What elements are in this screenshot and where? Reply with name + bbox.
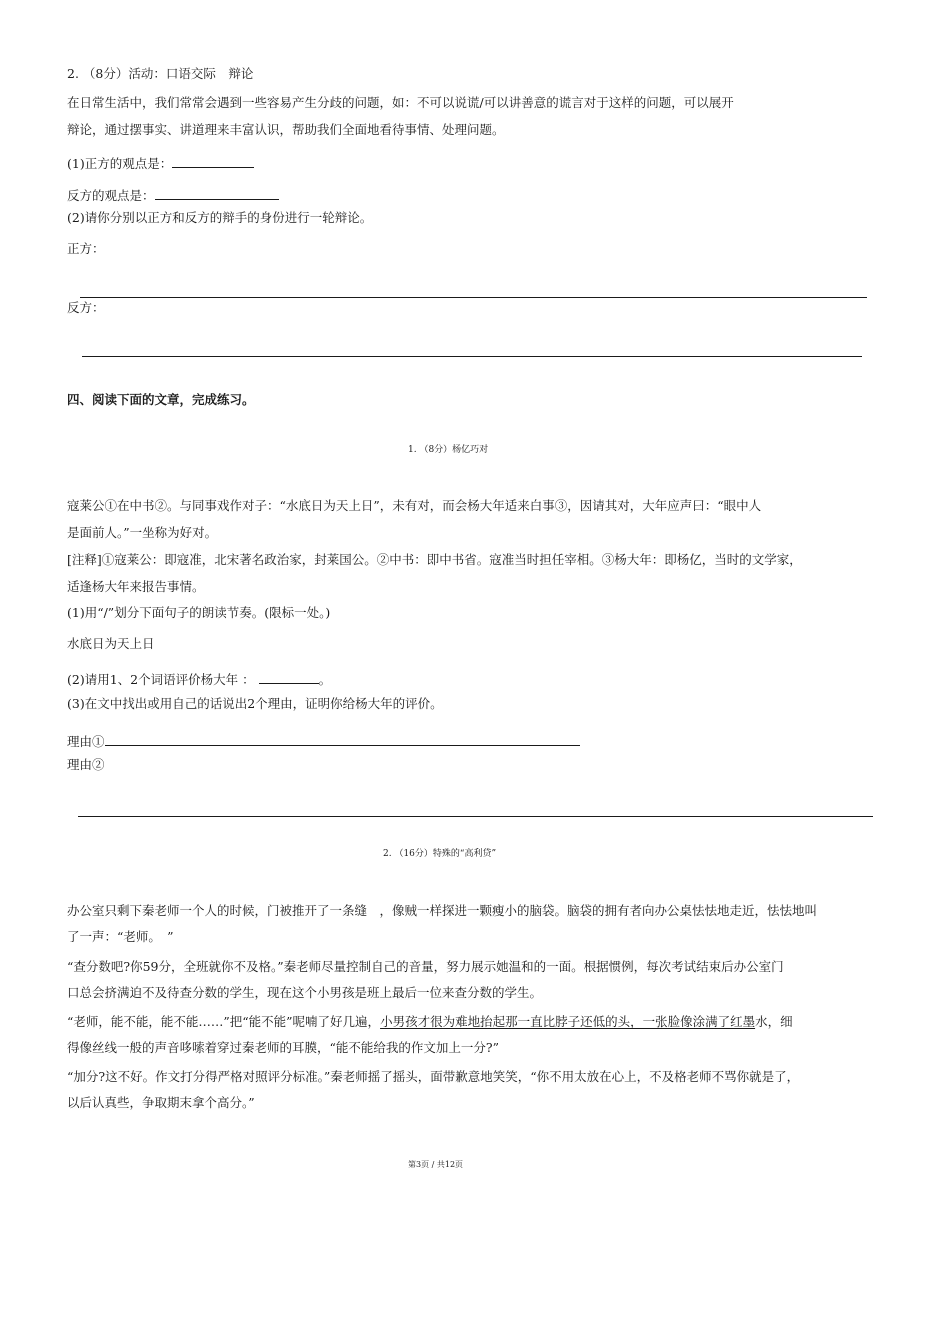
story-p3-line1-a: “老师，能不能，能不能……”把“能不能”呢喃了好几遍， xyxy=(67,1014,381,1029)
yang-q3: (3)在文中找出或用自己的话说出2个理由，证明你给杨大年的评价。 xyxy=(67,696,443,711)
story-p3-line1 xyxy=(67,1016,793,1029)
pro-label: 正方： xyxy=(67,241,105,256)
story-p3-line1-b: 水，细 xyxy=(755,1014,793,1029)
yang-note-line1: [注释]①寇莱公：即寇准，北宋著名政治家，封莱国公。②中书：即中书省。寇准当时担任宰相。③杨大年：即杨亿，当时的文学家， xyxy=(67,552,802,567)
yang-text-line2: 是面前人。”一坐称为好对。 xyxy=(67,525,218,540)
story-p3-line2: 得像丝线一般的声音哆嗦着穿过秦老师的耳膜，“能不能给我的作文加上一分?” xyxy=(67,1040,499,1055)
con-view-label: 反方的观点是： xyxy=(67,188,155,203)
debate-prompt: (2)请你分别以正方和反方的辩手的身份进行一轮辩论。 xyxy=(67,210,373,225)
q2-intro-line2: 辩论，通过摆事实、讲道理来丰富认识，帮助我们全面地看待事情、处理问题。 xyxy=(67,122,505,137)
reason1-row xyxy=(67,733,580,749)
con-view-blank[interactable] xyxy=(155,187,279,200)
pro-view-blank[interactable] xyxy=(172,155,254,168)
story-p3-underlined: 小男孩才很为难地抬起那一直比脖子还低的头，一张脸像涂满了红墨 xyxy=(380,1014,756,1029)
story-p4-line2: 以后认真些，争取期末拿个高分。” xyxy=(67,1095,255,1110)
yang-text-line1: 寇莱公①在中书②。与同事戏作对子：“水底日为天上日”，未有对，而会杨大年适来白事③，因请其对，大年应声曰：“眼中人 xyxy=(67,498,762,513)
story-p2-line1: “查分数吧?你59分，全班就你不及格。”秦老师尽量控制自己的音量，努力展示她温和的一面。根据惯例，每次考试结束后办公室门 xyxy=(67,959,784,974)
con-view-row xyxy=(67,187,279,203)
reason1-label: 理由① xyxy=(67,734,105,749)
section4-heading: 四、阅读下面的文章，完成练习。 xyxy=(67,392,255,407)
pro-view-row xyxy=(67,155,254,171)
yang-q1: (1)用“/”划分下面句子的朗读节奏。(限标一处。) xyxy=(67,605,331,620)
yang-q2-prefix: (2)请用1、2个词语评价杨大年 ： xyxy=(67,672,255,687)
story-p1-line2: 了一声：“老师。 ” xyxy=(67,929,174,944)
story-title: 2. （16分）特殊的“高利贷” xyxy=(383,849,497,859)
reason1-blank[interactable] xyxy=(105,733,580,746)
story-p2-line2: 口总会挤满迫不及待查分数的学生，现在这个小男孩是班上最后一位来查分数的学生。 xyxy=(67,985,543,1000)
reason2-label: 理由② xyxy=(67,757,105,772)
story-p1-line1: 办公室只剩下秦老师一个人的时候，门被推开了一条缝 ，像贼一样探进一颗瘦小的脑袋。脑袋的拥有者向办公桌怯怯地走近，怯怯地叫 xyxy=(67,903,818,918)
story-p4-line1: “加分?这不好。作文打分得严格对照评分标准。”秦老师摇了摇头，面带歉意地笑笑，“你不用太放在心上，不及格老师不骂你就是了， xyxy=(67,1069,800,1084)
q2-header: 2. （8分）活动：口语交际 辩论 xyxy=(67,66,254,81)
yang-q2-suffix: 。 xyxy=(318,672,332,687)
pro-view-label: (1)正方的观点是： xyxy=(67,156,173,171)
page-footer: 第3页 / 共12页 xyxy=(408,1160,464,1169)
reason2-answer-line[interactable] xyxy=(78,816,873,817)
yang-note-line2: 适逢杨大年来报告事情。 xyxy=(67,579,205,594)
q2-intro-line1: 在日常生活中，我们常常会遇到一些容易产生分歧的问题，如：不可以说谎/可以讲善意的谎言对于这样的问题，可以展开 xyxy=(67,95,734,110)
yang-title: 1. （8分）杨亿巧对 xyxy=(408,445,489,455)
yang-q2-blank[interactable] xyxy=(259,671,319,684)
con-label: 反方： xyxy=(67,300,105,315)
yang-q2-row xyxy=(67,671,331,687)
con-answer-line[interactable] xyxy=(82,356,862,357)
yang-q1-sentence: 水底日为天上日 xyxy=(67,636,155,651)
pro-answer-line[interactable] xyxy=(80,297,867,298)
